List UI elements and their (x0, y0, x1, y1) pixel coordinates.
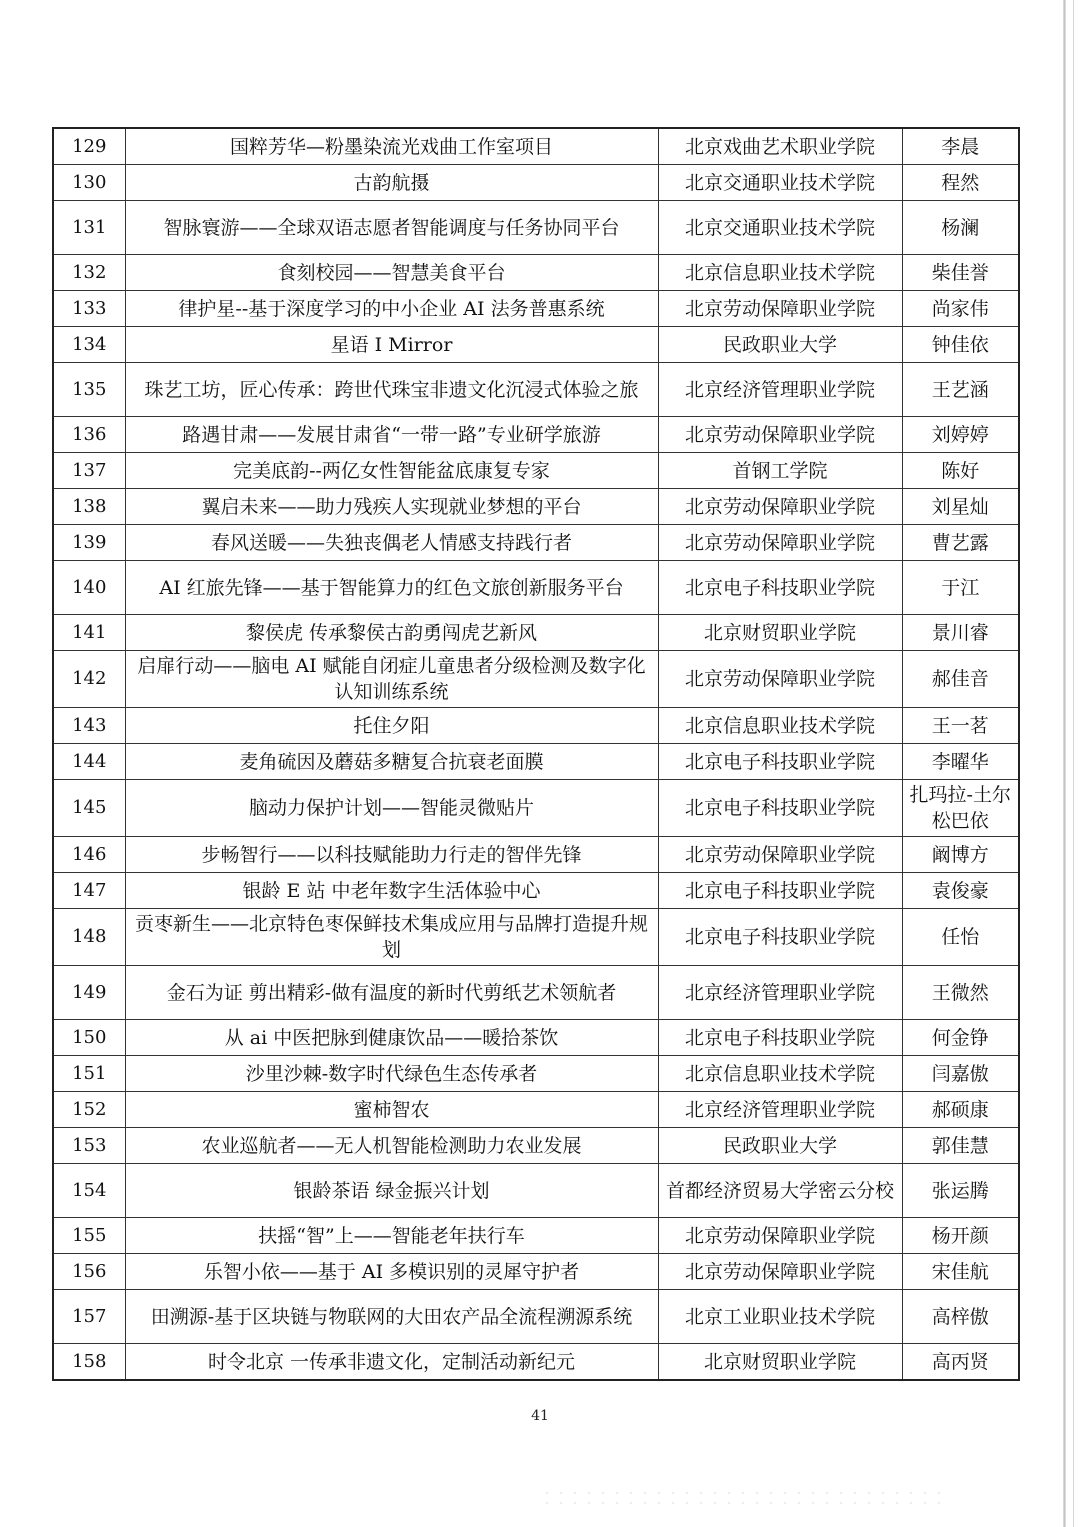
project-name-cell: 贡枣新生——北京特色枣保鲜技术集成应用与品牌打造提升规划 (125, 909, 658, 966)
project-name-cell: 时令北京 一传承非遗文化，定制活动新纪元 (125, 1344, 658, 1381)
project-name-cell: 扶摇“智”上——智能老年扶行车 (125, 1218, 658, 1254)
row-number-cell: 146 (53, 837, 125, 873)
project-table (52, 127, 1020, 1381)
table-row (53, 291, 1019, 327)
project-name-cell: 金石为证 剪出精彩-做有温度的新时代剪纸艺术领航者 (125, 966, 658, 1020)
school-cell: 首都经济贸易大学密云分校 (658, 1164, 902, 1218)
project-name-cell: 国粹芳华—粉墨染流光戏曲工作室项目 (125, 128, 658, 165)
leader-cell: 高丙贤 (902, 1344, 1019, 1381)
school-cell: 北京劳动保障职业学院 (658, 1254, 902, 1290)
school-cell: 首钢工学院 (658, 453, 902, 489)
project-name-cell: 乐智小依——基于 AI 多模识别的灵犀守护者 (125, 1254, 658, 1290)
row-number-cell: 153 (53, 1128, 125, 1164)
leader-cell: 郝佳音 (902, 651, 1019, 708)
project-name-cell: 启扉行动——脑电 AI 赋能自闭症儿童患者分级检测及数字化认知训练系统 (125, 651, 658, 708)
school-cell: 北京经济管理职业学院 (658, 1092, 902, 1128)
leader-cell: 郭佳慧 (902, 1128, 1019, 1164)
row-number-cell: 134 (53, 327, 125, 363)
row-number-cell: 143 (53, 708, 125, 744)
table-row (53, 966, 1019, 1020)
project-name-cell: 春风送暖——失独丧偶老人情感支持践行者 (125, 525, 658, 561)
project-name-cell: 蜜柿智农 (125, 1092, 658, 1128)
school-cell: 北京工业职业技术学院 (658, 1290, 902, 1344)
leader-cell: 程然 (902, 165, 1019, 201)
table-row (53, 255, 1019, 291)
row-number-cell: 152 (53, 1092, 125, 1128)
school-cell: 北京电子科技职业学院 (658, 561, 902, 615)
table-row (53, 417, 1019, 453)
project-name-cell: 银龄 E 站 中老年数字生活体验中心 (125, 873, 658, 909)
school-cell: 北京信息职业技术学院 (658, 708, 902, 744)
project-name-cell: 食刻校园——智慧美食平台 (125, 255, 658, 291)
row-number-cell: 150 (53, 1020, 125, 1056)
project-name-cell: 路遇甘肃——发展甘肃省“一带一路”专业研学旅游 (125, 417, 658, 453)
table-row (53, 489, 1019, 525)
project-name-cell: 脑动力保护计划——智能灵微贴片 (125, 780, 658, 837)
school-cell: 北京电子科技职业学院 (658, 780, 902, 837)
scan-edge (1063, 0, 1066, 1527)
leader-cell: 张运腾 (902, 1164, 1019, 1218)
school-cell: 民政职业大学 (658, 1128, 902, 1164)
table-row (53, 201, 1019, 255)
table-row (53, 1020, 1019, 1056)
school-cell: 北京劳动保障职业学院 (658, 1218, 902, 1254)
row-number-cell: 132 (53, 255, 125, 291)
row-number-cell: 148 (53, 909, 125, 966)
row-number-cell: 140 (53, 561, 125, 615)
table-row (53, 909, 1019, 966)
school-cell: 北京交通职业技术学院 (658, 201, 902, 255)
table-row (53, 1218, 1019, 1254)
project-name-cell: 田溯源-基于区块链与物联网的大田农产品全流程溯源系统 (125, 1290, 658, 1344)
table-row (53, 1128, 1019, 1164)
scan-edge-line (1073, 0, 1074, 1527)
project-name-cell: 律护星--基于深度学习的中小企业 AI 法务普惠系统 (125, 291, 658, 327)
project-name-cell: 翼启未来——助力残疾人实现就业梦想的平台 (125, 489, 658, 525)
school-cell: 北京财贸职业学院 (658, 1344, 902, 1381)
row-number-cell: 158 (53, 1344, 125, 1381)
project-name-cell: 银龄茶语 绿金振兴计划 (125, 1164, 658, 1218)
leader-cell: 于江 (902, 561, 1019, 615)
school-cell: 北京电子科技职业学院 (658, 744, 902, 780)
leader-cell: 袁俊豪 (902, 873, 1019, 909)
school-cell: 北京信息职业技术学院 (658, 1056, 902, 1092)
school-cell: 北京劳动保障职业学院 (658, 489, 902, 525)
school-cell: 北京经济管理职业学院 (658, 363, 902, 417)
leader-cell: 王微然 (902, 966, 1019, 1020)
leader-cell: 尚家伟 (902, 291, 1019, 327)
leader-cell: 景川睿 (902, 615, 1019, 651)
school-cell: 北京财贸职业学院 (658, 615, 902, 651)
row-number-cell: 138 (53, 489, 125, 525)
row-number-cell: 145 (53, 780, 125, 837)
row-number-cell: 157 (53, 1290, 125, 1344)
leader-cell: 王艺涵 (902, 363, 1019, 417)
project-name-cell: 步畅智行——以科技赋能助力行走的智伴先锋 (125, 837, 658, 873)
school-cell: 北京电子科技职业学院 (658, 873, 902, 909)
table-row (53, 780, 1019, 837)
school-cell: 北京劳动保障职业学院 (658, 651, 902, 708)
table-row (53, 561, 1019, 615)
table-row (53, 708, 1019, 744)
table-row (53, 165, 1019, 201)
row-number-cell: 136 (53, 417, 125, 453)
row-number-cell: 149 (53, 966, 125, 1020)
table-row (53, 453, 1019, 489)
leader-cell: 柴佳誉 (902, 255, 1019, 291)
leader-cell: 王一茗 (902, 708, 1019, 744)
school-cell: 北京戏曲艺术职业学院 (658, 128, 902, 165)
leader-cell: 闫嘉傲 (902, 1056, 1019, 1092)
scan-speckles (540, 1488, 940, 1508)
table-row (53, 327, 1019, 363)
table-body (53, 128, 1019, 1380)
leader-cell: 高梓傲 (902, 1290, 1019, 1344)
project-name-cell: 托住夕阳 (125, 708, 658, 744)
row-number-cell: 131 (53, 201, 125, 255)
leader-cell: 李晨 (902, 128, 1019, 165)
row-number-cell: 141 (53, 615, 125, 651)
table-row (53, 525, 1019, 561)
table-row (53, 744, 1019, 780)
leader-cell: 李曜华 (902, 744, 1019, 780)
leader-cell: 钟佳依 (902, 327, 1019, 363)
row-number-cell: 154 (53, 1164, 125, 1218)
table-row (53, 1290, 1019, 1344)
row-number-cell: 156 (53, 1254, 125, 1290)
project-name-cell: 黎侯虎 传承黎侯古韵勇闯虎艺新风 (125, 615, 658, 651)
table-row (53, 651, 1019, 708)
leader-cell: 刘婷婷 (902, 417, 1019, 453)
row-number-cell: 142 (53, 651, 125, 708)
school-cell: 北京电子科技职业学院 (658, 1020, 902, 1056)
school-cell: 北京劳动保障职业学院 (658, 417, 902, 453)
row-number-cell: 137 (53, 453, 125, 489)
leader-cell: 曹艺露 (902, 525, 1019, 561)
project-name-cell: 沙里沙棘-数字时代绿色生态传承者 (125, 1056, 658, 1092)
row-number-cell: 155 (53, 1218, 125, 1254)
row-number-cell: 130 (53, 165, 125, 201)
project-name-cell: AI 红旅先锋——基于智能算力的红色文旅创新服务平台 (125, 561, 658, 615)
row-number-cell: 133 (53, 291, 125, 327)
leader-cell: 郝硕康 (902, 1092, 1019, 1128)
school-cell: 北京交通职业技术学院 (658, 165, 902, 201)
table-row (53, 128, 1019, 165)
row-number-cell: 144 (53, 744, 125, 780)
leader-cell: 何金铮 (902, 1020, 1019, 1056)
school-cell: 北京劳动保障职业学院 (658, 291, 902, 327)
table-row (53, 1344, 1019, 1381)
leader-cell: 扎玛拉-土尔松巴依 (902, 780, 1019, 837)
project-name-cell: 星语 I Mirror (125, 327, 658, 363)
school-cell: 民政职业大学 (658, 327, 902, 363)
school-cell: 北京信息职业技术学院 (658, 255, 902, 291)
project-name-cell: 麦角硫因及蘑菇多糖复合抗衰老面膜 (125, 744, 658, 780)
table-row (53, 1056, 1019, 1092)
school-cell: 北京劳动保障职业学院 (658, 525, 902, 561)
leader-cell: 宋佳航 (902, 1254, 1019, 1290)
row-number-cell: 135 (53, 363, 125, 417)
table-row (53, 363, 1019, 417)
row-number-cell: 139 (53, 525, 125, 561)
school-cell: 北京电子科技职业学院 (658, 909, 902, 966)
leader-cell: 阚博方 (902, 837, 1019, 873)
table-row (53, 1164, 1019, 1218)
row-number-cell: 151 (53, 1056, 125, 1092)
page-number: 41 (531, 1408, 549, 1424)
leader-cell: 陈好 (902, 453, 1019, 489)
project-name-cell: 智脉寰游——全球双语志愿者智能调度与任务协同平台 (125, 201, 658, 255)
table-row (53, 1092, 1019, 1128)
project-name-cell: 珠艺工坊，匠心传承：跨世代珠宝非遗文化沉浸式体验之旅 (125, 363, 658, 417)
leader-cell: 刘星灿 (902, 489, 1019, 525)
project-name-cell: 完美底韵--两亿女性智能盆底康复专家 (125, 453, 658, 489)
table-row (53, 1254, 1019, 1290)
row-number-cell: 147 (53, 873, 125, 909)
school-cell: 北京经济管理职业学院 (658, 966, 902, 1020)
leader-cell: 杨澜 (902, 201, 1019, 255)
table-row (53, 873, 1019, 909)
row-number-cell: 129 (53, 128, 125, 165)
project-name-cell: 从 ai 中医把脉到健康饮品——暖拾茶饮 (125, 1020, 658, 1056)
table-row (53, 615, 1019, 651)
project-name-cell: 农业巡航者——无人机智能检测助力农业发展 (125, 1128, 658, 1164)
leader-cell: 杨开颜 (902, 1218, 1019, 1254)
project-name-cell: 古韵航摄 (125, 165, 658, 201)
school-cell: 北京劳动保障职业学院 (658, 837, 902, 873)
leader-cell: 任怡 (902, 909, 1019, 966)
table-row (53, 837, 1019, 873)
